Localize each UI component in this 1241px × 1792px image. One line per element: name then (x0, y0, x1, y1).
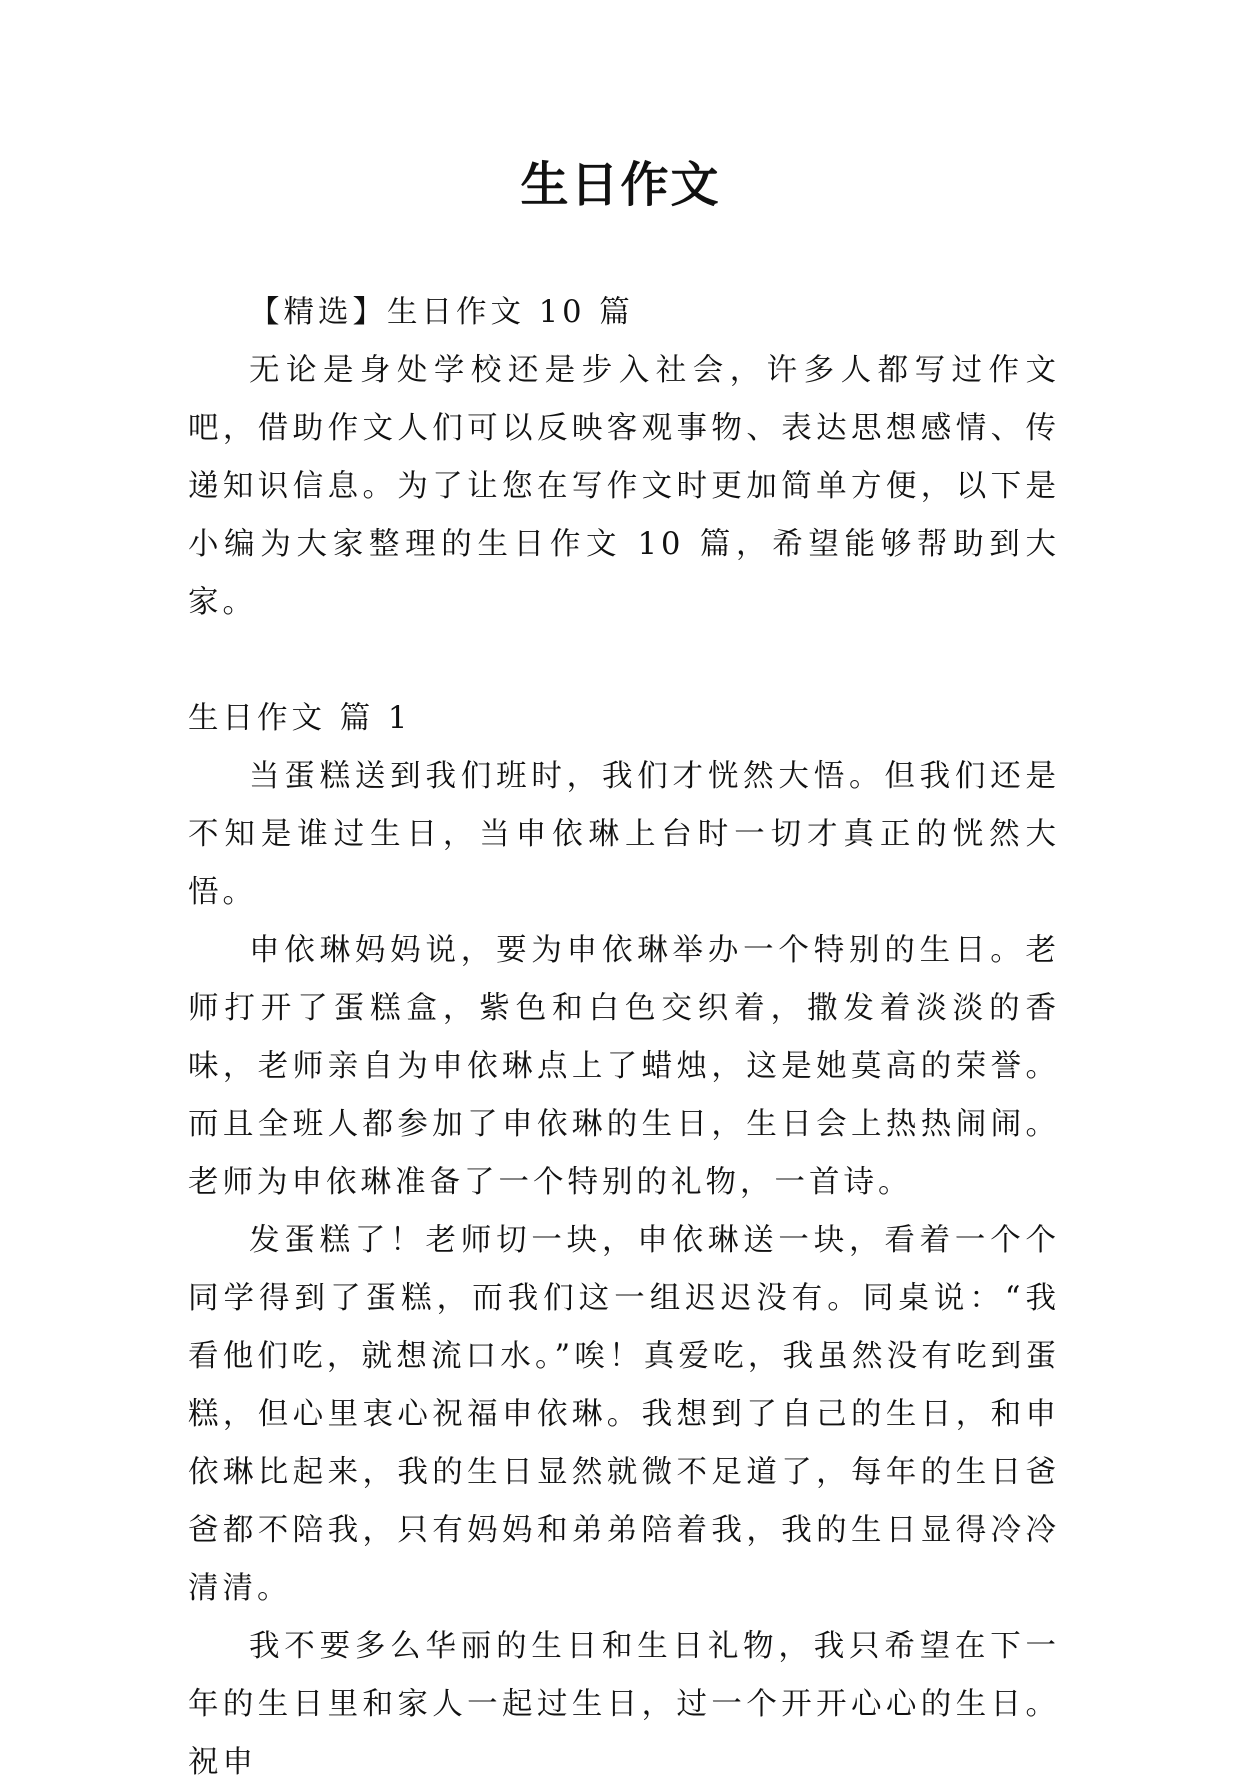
document-subtitle: 【精选】生日作文 10 篇 (249, 295, 634, 330)
document-title: 生日作文 (520, 157, 721, 213)
document-body (188, 284, 1060, 1792)
paragraph: 我不要多么华丽的生日和生日礼物，我只希望在下一年的生日里和家人一起过生日，过一个开开心心的生日。祝申 (188, 1629, 1060, 1780)
intro-paragraph: 无论是身处学校还是步入社会，许多人都写过作文吧，借助作文人们可以反映客观事物、表达思想感情、传递知识信息。为了让您在写作文时更加简单方便，以下是小编为大家整理的生日作文 10 篇，希望能够帮助到大家。 (188, 353, 1060, 620)
paragraph: 申依琳妈妈说，要为申依琳举办一个特别的生日。老师打开了蛋糕盒，紫色和白色交织着，撒发着淡淡的香味，老师亲自为申依琳点上了蜡烛，这是她莫高的荣誉。而且全班人都参加了申依琳的生日，生日会上热热闹闹。老师为申依琳准备了一个特别的礼物，一首诗。 (188, 933, 1060, 1200)
paragraph: 发蛋糕了！老师切一块，申依琳送一块，看着一个个同学得到了蛋糕，而我们这一组迟迟没有。同桌说：“我看他们吃，就想流口水。”唉！真爱吃，我虽然没有吃到蛋糕，但心里衷心祝福申依琳。我想到了自己的生日，和申依琳比起来，我的生日显然就微不足道了，每年的生日爸爸都不陪我，只有妈妈和弟弟陪着我，我的生日显得冷冷清清。 (188, 1223, 1060, 1606)
paragraph: 当蛋糕送到我们班时，我们才恍然大悟。但我们还是不知是谁过生日，当申依琳上台时一切才真正的恍然大悟。 (188, 759, 1060, 910)
section-heading: 生日作文 篇 1 (188, 701, 412, 736)
